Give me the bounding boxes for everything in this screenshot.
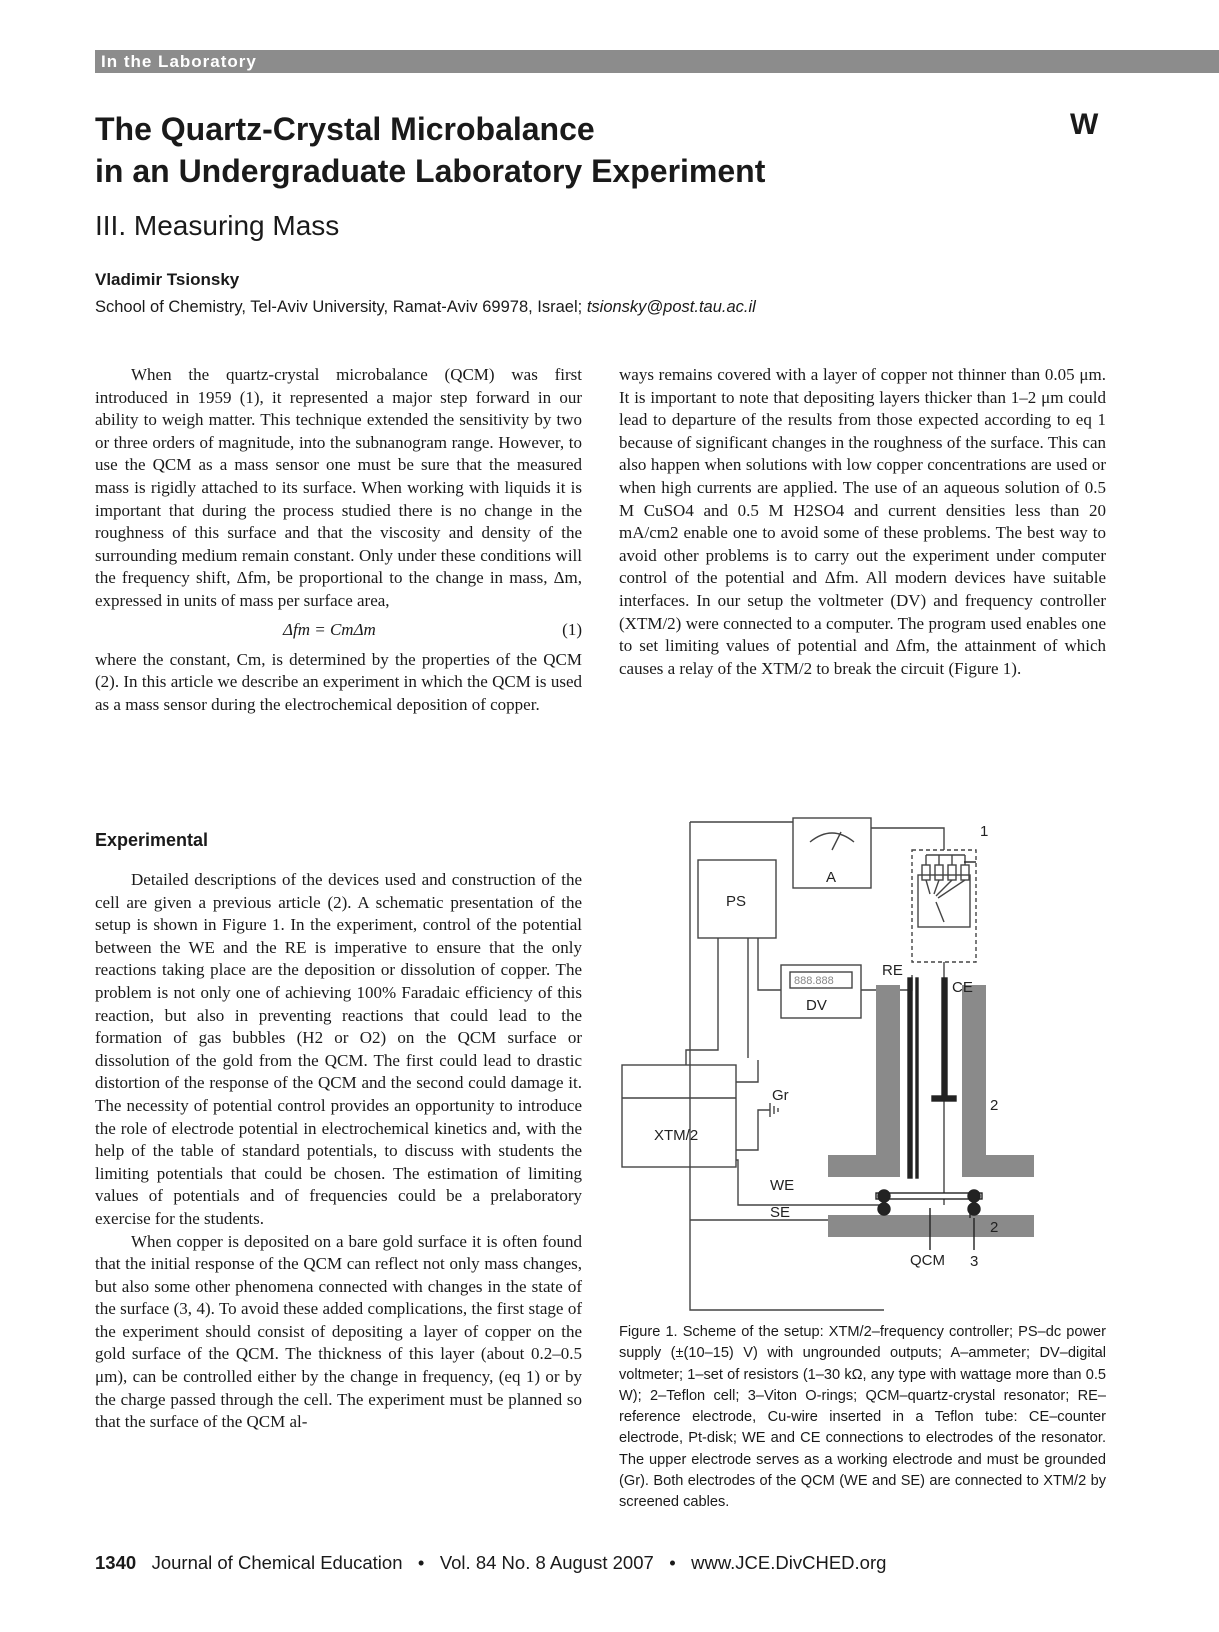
number-2-label: 2	[990, 1097, 999, 1114]
footer-bullet: •	[669, 1552, 676, 1573]
web-material-icon: W	[1070, 108, 1097, 141]
article-subtitle: III. Measuring Mass	[95, 210, 340, 241]
left-column-intro	[95, 364, 582, 716]
section-heading-experimental: Experimental	[95, 830, 209, 850]
o-ring-icon	[968, 1190, 980, 1202]
resistor-icon	[922, 865, 930, 880]
title-line-1: The Quartz-Crystal Microbalance	[95, 111, 595, 147]
left-column-experimental	[95, 869, 582, 1434]
voltmeter-label: DV	[806, 997, 827, 1014]
equation-row	[95, 617, 582, 647]
intro-paragraph-2: where the constant, Cm, is determined by the properties of the QCM (2). In this article we describe an experiment in which the QCM is used as a mass sensor during the electrochemical deposition of copper.	[95, 649, 582, 714]
teflon-cell-wall-left	[876, 985, 900, 1165]
experimental-paragraph-1: Detailed descriptions of the devices used and construction of the cell are given a previous article (2). A schematic presentation of the setup is shown in Figure 1. In the experiment, control of the potential between the WE and the RE is imperative to ensure that the only reactions taking place are the deposition or dissolution of copper. The problem is not only one of achieving 100% Faradaic efficiency of this reaction, but also in preventing reactions that could lead to the formation of gas bubbles (H2 or O2) on the QCM surface or dissolution of the gold from the QCM. The first could lead to drastic distortion of the response of the QCM and the second could damage it. The necessity of potential control provides an opportunity to introduce the role of electrode potential in electrochemical kinetics and, with the help of the table of standard potentials, to discuss with students the limiting potentials that could be chosen. The estimation of limiting values of potentials and of frequencies could be a prelaboratory exercise for the students.	[95, 870, 582, 1228]
section-label: In the Laboratory	[101, 52, 257, 71]
counter-electrode	[942, 978, 947, 1098]
power-supply-label: PS	[726, 893, 747, 910]
right-column-text	[619, 364, 1106, 680]
controller-label: XTM/2	[654, 1127, 699, 1144]
author-email: tsionsky@post.tau.ac.il	[586, 298, 756, 316]
ammeter-dial-icon	[810, 833, 854, 842]
relay-switch-icon	[936, 902, 944, 922]
reference-electrode-tube	[916, 978, 918, 1178]
resistor-icon	[961, 865, 969, 880]
journal-url: www.JCE.DivCHED.org	[691, 1552, 887, 1573]
reference-electrode	[908, 978, 912, 1178]
number-3-label: 3	[970, 1253, 979, 1270]
ground-label: Gr	[772, 1087, 789, 1104]
article-title	[95, 108, 995, 192]
experimental-paragraph-2: When copper is deposited on a bare gold surface it is often found that the initial response of the QCM can reflect not only mass changes, but also some other phenomena connected with changes in the state of the surface (3, 4). To avoid these added complications, the first stage of the experiment should consist of depositing a layer of copper on the gold surface of the QCM. The thickness of this layer (about 0.2–0.5 μm), can be controlled either by the change in frequency, (eq 1) or by the charge passed through the cell. The experiment must be planned so that the surface of the QCM al-	[95, 1231, 582, 1432]
xtm-controller-box	[622, 1065, 736, 1167]
teflon-cell-wall-right	[962, 985, 986, 1165]
page-footer	[95, 1552, 886, 1574]
journal-name: Journal of Chemical Education	[151, 1552, 403, 1573]
title-line-2: in an Undergraduate Laboratory Experiment	[95, 153, 766, 189]
ground-wire	[736, 1110, 770, 1150]
counter-electrode-disk	[932, 1096, 956, 1101]
section-header-bar	[95, 50, 1219, 73]
second-electrode-label: SE	[770, 1204, 791, 1221]
resistor-icon	[935, 865, 943, 880]
counter-label: CE	[952, 979, 973, 996]
equation-number: (1)	[562, 619, 582, 639]
right-paragraph-1: ways remains covered with a layer of copper not thinner than 0.05 μm. It is important to note that depositing layers thicker than 1–2 μm could lead to departure of the results from those expected according to eq 1 because of significant changes in the roughness of the surface. This can also happen when solutions with low copper concentrations are used or when high currents are applied. The use of an aqueous solution of 0.5 M CuSO4 and 0.5 M H2SO4 and current densities less than 20 mA/cm2 enable one to avoid some of these problems. The best way to avoid other problems is to carry out the experiment under computer control of the potential and Δfm. All modern devices have suitable interfaces. In our setup the voltmeter (DV) and frequency controller (XTM/2) were connected to a computer. The program used enables one to set limiting values of potential and Δfm, the attainment of which causes a relay of the XTM/2 to break the circuit (Figure 1).	[619, 365, 1106, 678]
equation: Δfm = CmΔm	[283, 619, 376, 639]
teflon-cell-base-right	[962, 1155, 1034, 1177]
author-name: Vladimir Tsionsky	[95, 270, 240, 289]
o-ring-icon	[878, 1203, 890, 1215]
setup-schematic-figure	[618, 810, 1108, 1320]
ammeter-needle-icon	[832, 832, 841, 850]
figure-caption: Figure 1. Scheme of the setup: XTM/2–frequency controller; PS–dc power supply (±(10–15) V) with ungrounded outputs; A–ammeter; DV–digital voltmeter; 1–set of resistors (1–30 kΩ, any type with wattage more than 0.5 W); 2–Teflon cell; 3–Viton O-rings; QCM–quartz-crystal resonator; RE–reference electrode, Cu-wire inserted in a Teflon tube: CE–counter electrode, Pt-disk; WE and CE connections to electrodes of the resonator. The upper electrode serves as a working electrode and must be grounded (Gr). Both electrodes of the QCM (WE and SE) are connected to XTM/2 by screened cables.	[619, 1324, 1106, 1511]
working-electrode-label: WE	[770, 1177, 795, 1194]
o-ring-icon	[878, 1190, 890, 1202]
qcm-label: QCM	[910, 1252, 945, 1269]
voltmeter-display-label: 888.888	[794, 975, 834, 987]
page-number: 1340	[95, 1552, 137, 1573]
affiliation-text: School of Chemistry, Tel-Aviv University, Ramat-Aviv 69978, Israel;	[95, 298, 587, 316]
number-2-bottom-label: 2	[990, 1219, 999, 1236]
issue-info: Vol. 84 No. 8 August 2007	[439, 1552, 654, 1573]
number-1-label: 1	[980, 823, 989, 840]
intro-paragraph-1: When the quartz-crystal microbalance (QCM) was first introduced in 1959 (1), it represented a major step forward in our ability to weigh matter. This technique extended the sensitivity by two or three orders of magnitude, into the subnanogram range. However, to use the QCM as a mass sensor one must be sure that the measured mass is rigidly attached to its surface. When working with liquids it is important that during the process studied there is no change in the roughness of this surface and that the viscosity and density of the surrounding medium remain constant. Only under these conditions will the frequency shift, Δfm, be proportional to the change in mass, Δm, expressed in units of mass per surface area,	[95, 365, 582, 610]
ammeter-label: A	[826, 869, 837, 886]
affiliation	[95, 298, 756, 317]
reference-label: RE	[882, 962, 903, 979]
teflon-cell-base-left	[828, 1155, 900, 1177]
qcm-resonator	[876, 1193, 982, 1199]
resistor-icon	[948, 865, 956, 880]
footer-bullet: •	[417, 1552, 425, 1573]
teflon-cell-bottom	[828, 1215, 1034, 1237]
resistor-switch-box	[918, 875, 970, 927]
